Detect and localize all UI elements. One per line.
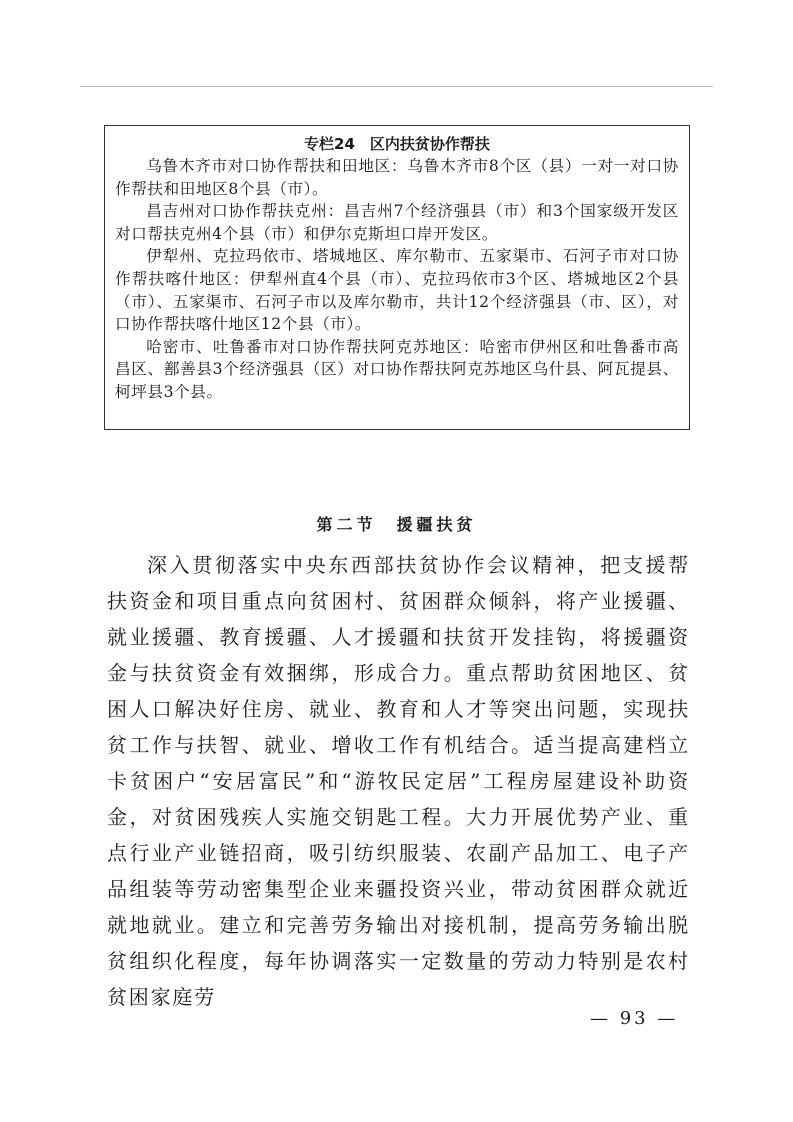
box-paragraph: 伊犁州、克拉玛依市、塔城地区、库尔勒市、五家渠市、石河子市对口协作帮扶喀什地区：伊犁州直4个县（市）、克拉玛依市3个区、塔城地区2个县（市）、五家渠市、石河子市以及库尔勒市，共计12个经济强县（市、区），对口协作帮扶喀什地区12个县（市）。 bbox=[115, 247, 679, 334]
box-paragraph: 昌吉州对口协作帮扶克州：昌吉州7个经济强县（市）和3个国家级开发区对口帮扶克州4个县（市）和伊尔克斯坦口岸开发区。 bbox=[115, 202, 679, 243]
body-paragraph: 深入贯彻落实中央东西部扶贫协作会议精神，把支援帮扶资金和项目重点向贫困村、贫困群众倾斜，将产业援疆、就业援疆、教育援疆、人才援疆和扶贫开发挂钩，将援疆资金与扶贫资金有效捆绑，形成合力。重点帮助贫困地区、贫困人口解决好住房、就业、教育和人才等突出问题，实现扶贫工作与扶智、就业、增收工作有机结合。适当提高建档立卡贫困户“安居富民”和“游牧民定居”工程房屋建设补助资金，对贫困残疾人实施交钥匙工程。大力开展优势产业、重点行业产业链招商，吸引纺织服装、农副产品加工、电子产品组装等劳动密集型企业来疆投资兴业，带动贫困群众就近就地就业。建立和完善劳务输出对接机制，提高劳务输出脱贫组织化程度，每年协调落实一定数量的劳动力特别是农村贫困家庭劳 bbox=[107, 553, 690, 1009]
header-rule bbox=[80, 86, 713, 87]
box-paragraph: 乌鲁木齐市对口协作帮扶和田地区：乌鲁木齐市8个区（县）一对一对口协作帮扶和田地区8个县（市）。 bbox=[115, 157, 679, 198]
box-title: 专栏24 区内扶贫协作帮扶 bbox=[304, 135, 490, 153]
box-paragraph: 哈密市、吐鲁番市对口协作帮扶阿克苏地区：哈密市伊州区和吐鲁番市高昌区、鄯善县3个经济强县（区）对口协作帮扶阿克苏地区乌什县、阿瓦提县、柯坪县3个县。 bbox=[115, 337, 679, 401]
sidebar-box bbox=[104, 125, 690, 430]
section-heading: 第二节 援疆扶贫 bbox=[316, 515, 477, 534]
page-number: — 93 — bbox=[590, 1008, 679, 1029]
